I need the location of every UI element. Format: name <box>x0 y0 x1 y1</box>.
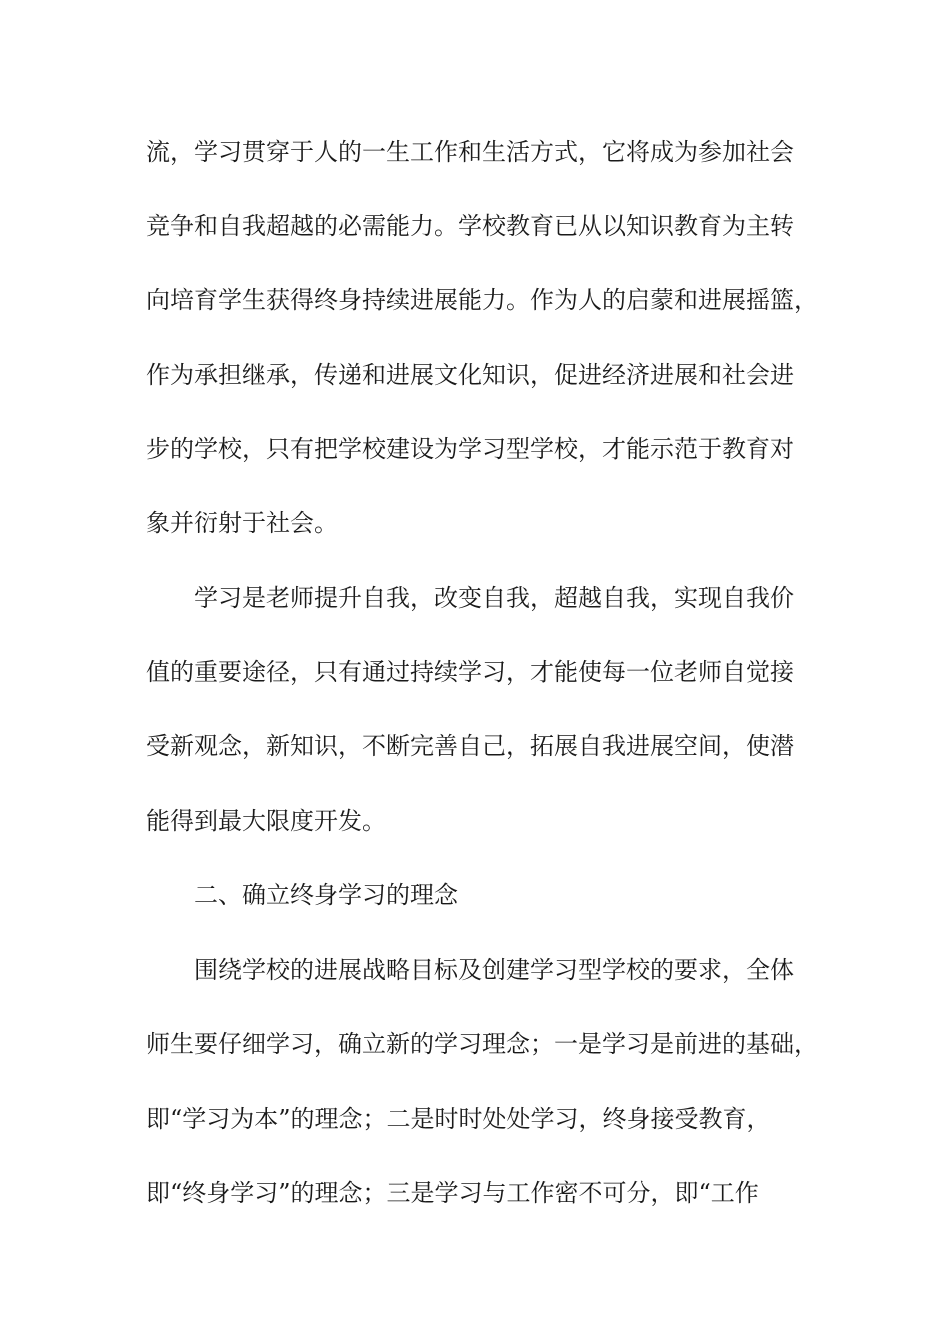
paragraph-line-3: 向培育学生获得终身持续进展能力。作为人的启蒙和进展摇篮， <box>146 286 818 314</box>
paragraph-line-15: 即“终身学习”的理念；三是学习与工作密不可分，即“工作 <box>146 1179 759 1207</box>
paragraph-line-2: 竞争和自我超越的必需能力。学校教育已从以知识教育为主转 <box>146 212 794 240</box>
paragraph-line-12: 围绕学校的进展战略目标及创建学习型学校的要求，全体 <box>194 956 794 984</box>
paragraph-line-8: 值的重要途径，只有通过持续学习，才能使每一位老师自觉接 <box>146 658 794 686</box>
paragraph-line-1: 流，学习贯穿于人的一生工作和生活方式，它将成为参加社会 <box>146 138 794 166</box>
paragraph-line-9: 受新观念，新知识，不断完善自己，拓展自我进展空间，使潜 <box>146 732 794 760</box>
paragraph-line-6: 象并衍射于社会。 <box>146 509 338 537</box>
paragraph-line-4: 作为承担继承，传递和进展文化知识，促进经济进展和社会进 <box>146 361 794 389</box>
paragraph-line-14: 即“学习为本”的理念；二是时时处处学习，终身接受教育， <box>146 1105 771 1133</box>
paragraph-line-7: 学习是老师提升自我，改变自我，超越自我，实现自我价 <box>194 584 794 612</box>
paragraph-line-10: 能得到最大限度开发。 <box>146 807 386 835</box>
paragraph-line-5: 步的学校，只有把学校建设为学习型学校，才能示范于教育对 <box>146 435 794 463</box>
section-heading: 二、确立终身学习的理念 <box>194 881 458 909</box>
paragraph-line-13: 师生要仔细学习，确立新的学习理念；一是学习是前进的基础， <box>146 1030 818 1058</box>
